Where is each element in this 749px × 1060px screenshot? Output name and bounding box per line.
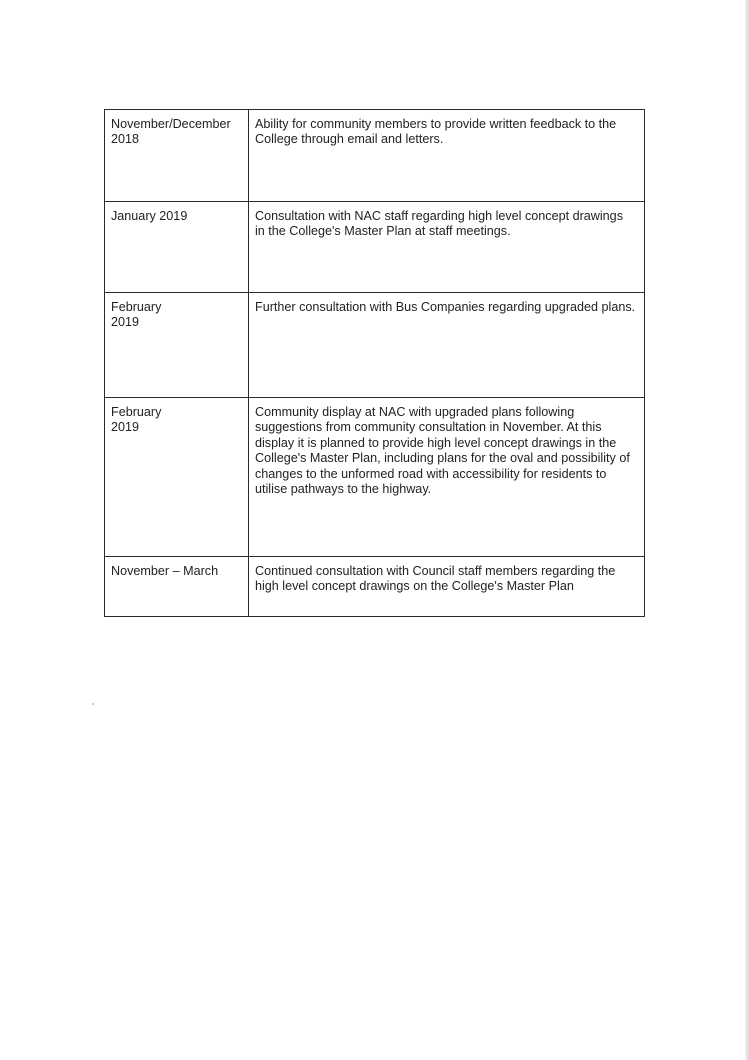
date-text: 2019 <box>111 420 140 435</box>
date-text: November/December <box>111 117 231 131</box>
table-row <box>105 110 645 202</box>
page-edge-shadow <box>745 0 749 1060</box>
date-cell <box>105 110 249 202</box>
table-row <box>105 293 645 398</box>
consultation-schedule-table <box>104 109 645 617</box>
description-cell: Further consultation with Bus Companies regarding upgraded plans. <box>249 293 645 398</box>
description-cell: Ability for community members to provide written feedback to the College through email and letters. <box>249 110 645 202</box>
date-cell <box>105 293 249 398</box>
date-text: January 2019 <box>111 209 188 223</box>
date-text: 2018 <box>111 132 140 147</box>
date-cell <box>105 202 249 293</box>
description-cell: Community display at NAC with upgraded plans following suggestions from community consultation in November. At this display it is planned to provide high level concept drawings in the College's Master Plan, including plans for the oval and possibility of changes to the unformed road with accessibility for residents to utilise pathways to the highway. <box>249 398 645 557</box>
scan-speck <box>92 703 94 705</box>
description-cell: Consultation with NAC staff regarding high level concept drawings in the College's Master Plan at staff meetings. <box>249 202 645 293</box>
date-text: February <box>111 300 162 314</box>
description-cell: Continued consultation with Council staff members regarding the high level concept drawings on the College's Master Plan <box>249 557 645 617</box>
date-cell <box>105 557 249 617</box>
date-text: 2019 <box>111 315 140 330</box>
date-cell <box>105 398 249 557</box>
table-row <box>105 398 645 557</box>
table-row <box>105 202 645 293</box>
date-text: February <box>111 405 162 419</box>
date-text: November – March <box>111 564 219 578</box>
table-row <box>105 557 645 617</box>
